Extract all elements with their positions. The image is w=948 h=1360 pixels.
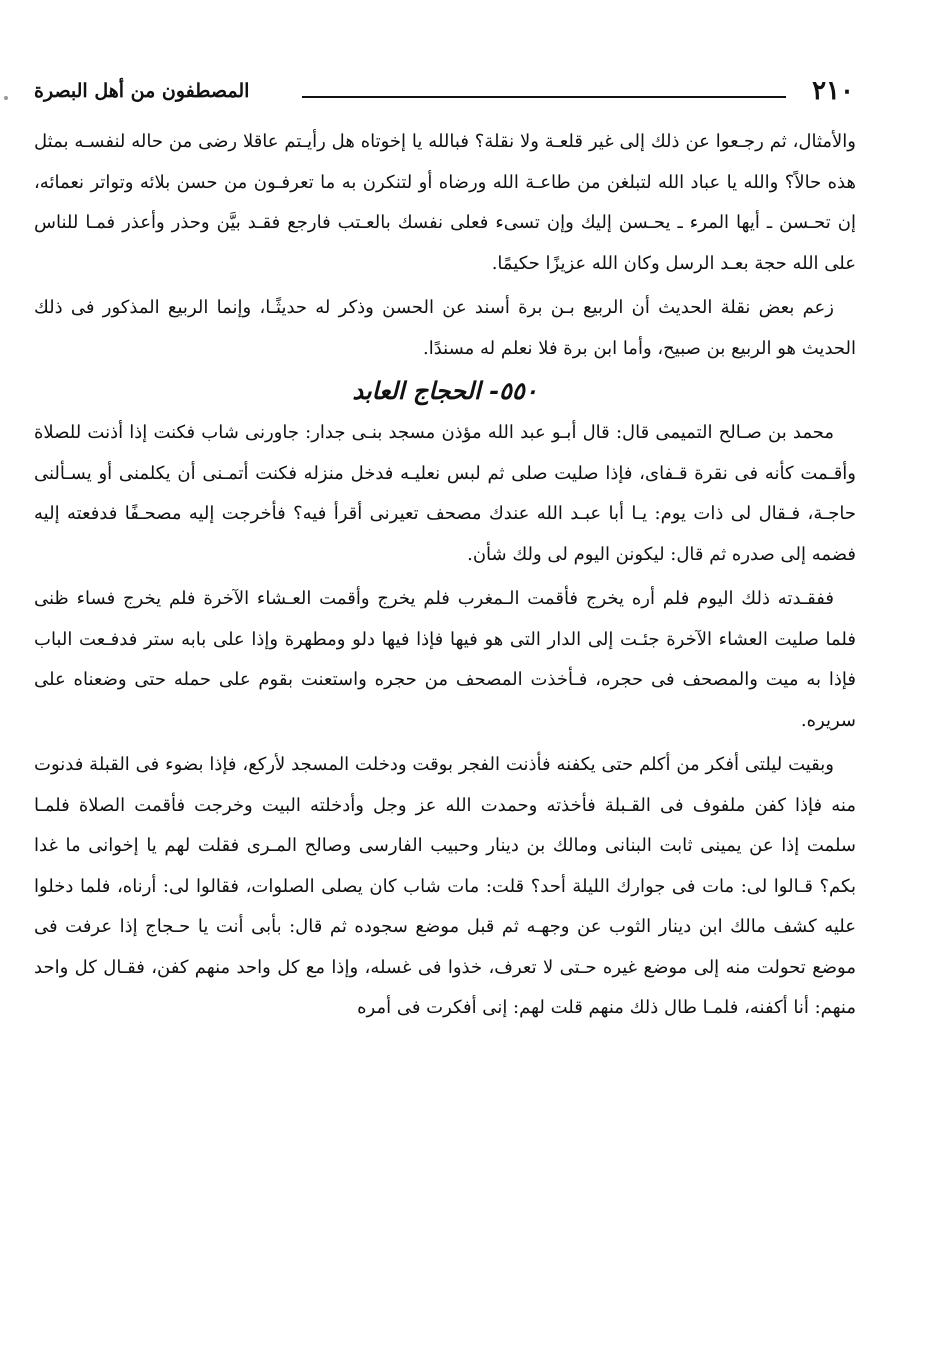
running-title: المصطفون من أهل البصرة <box>34 80 250 102</box>
page-number: ٢١٠ <box>812 76 854 106</box>
paragraph: زعم بعض نقلة الحديث أن الربيع بـن برة أسند عن الحسن وذكر له حديثًـا، وإنما الربيع المذكور فى ذلك الحديث هو الربيع بن صبيح، وأما ابن برة فلا نعلم له مسندًا. <box>34 297 856 359</box>
scan-mark <box>4 96 8 100</box>
paragraph: ففقـدته ذلك اليوم فلم أره يخرج فأقمت الـمغرب فلم يخرج وأقمت العـشاء الآخرة فلم يخرج فساء ظنى فلما صليت العشاء الآخرة جئـت إلى الدار التى هو فيها فإذا فيها دلو ومطهرة وإذا على بابه ستر فدفـعت الباب فإذا به ميت والمصحف فى حجره، فـأخذت المصحف من حجره واستعنت بقوم على حمله حتى وضعناه على سريره. <box>34 588 856 731</box>
page-header <box>34 74 854 114</box>
paragraph: والأمثال، ثم رجـعوا عن ذلك إلى غير قلعـة ولا نقلة؟ فبالله يا إخوتاه هل رأيـتم عاقلا رضى من حاله لنفسـه بمثل هذه حالاً؟ والله يا عباد الله لتبلغن من طاعـة الله ورضاه أو لتنكرن به ما تعرفـون من حسن بلائه وتواتر نعمائه، إن تحـسن ـ أيها المرء ـ يحـسن إليك وإن تسىء فعلى نفسك بالعـتب فارجع فقـد بيَّن وحذر وأعذر فمـا للناس على الله حجة بعـد الرسل وكان الله عزيزًا حكيمًا. <box>34 131 856 274</box>
section-title: ٥٥٠- الحجاج العابد <box>352 376 538 405</box>
paragraph: وبقيت ليلتى أفكر من أكلم حتى يكفنه فأذنت الفجر بوقت ودخلت المسجد لأركع، فإذا بضوء فى القبلة فدنوت منه فإذا كفن ملفوف فى القـبلة فأخذته وحمدت الله عز وجل وأدخلته البيت وخرجت فأقمت الصلاة فلمـا سلمت إذا عن يمينى ثابت البنانى ومالك بن دينار وحبيب الفارسى وصالح المـرى فقلت لهم يا إخوانى ما غدا بكم؟ قـالوا لى: مات فى جوارك الليلة أحد؟ قلت: مات شاب كان يصلى الصلوات، فقالوا لى: أرناه، فلما دخلوا عليه كشف مالك ابن دينار الثوب عن وجهـه ثم قبل موضع سجوده ثم قال: بأبى أنت يا حـجاج إذا عرفت فى موضع تحولت منه إلى موضع غيره حـتى لا تعرف، خذوا فى غسله، وإذا مع كل واحد منهم كفن، فقـال كل واحد منهم: أنا أكفنه، فلمـا طال ذلك منهم قلت لهم: إنى أفكرت فى أمره <box>34 754 856 1018</box>
paragraph: محمد بن صـالح التميمى قال: قال أبـو عبد الله مؤذن مسجد بنـى جدار: جاورنى شاب فكنت إذا أذنت للصلاة وأقـمت كأنه فى نقرة قـفاى، فإذا صليت صلى ثم لبس نعليـه فدخل منزله فكنت أتمـنى أن يكلمنى أو يسـألنى حاجـة، فـقال لى ذات يوم: يـا أبا عبـد الله عندك مصحف تعيرنى أقرأ فيه؟ فأخرجت إليه مصحـفًا فدفعته إليه فضمه إلى صدره ثم قال: ليكونن اليوم لى ولك شأن. <box>34 422 856 565</box>
page-body <box>34 122 856 1029</box>
header-rule <box>302 96 786 98</box>
